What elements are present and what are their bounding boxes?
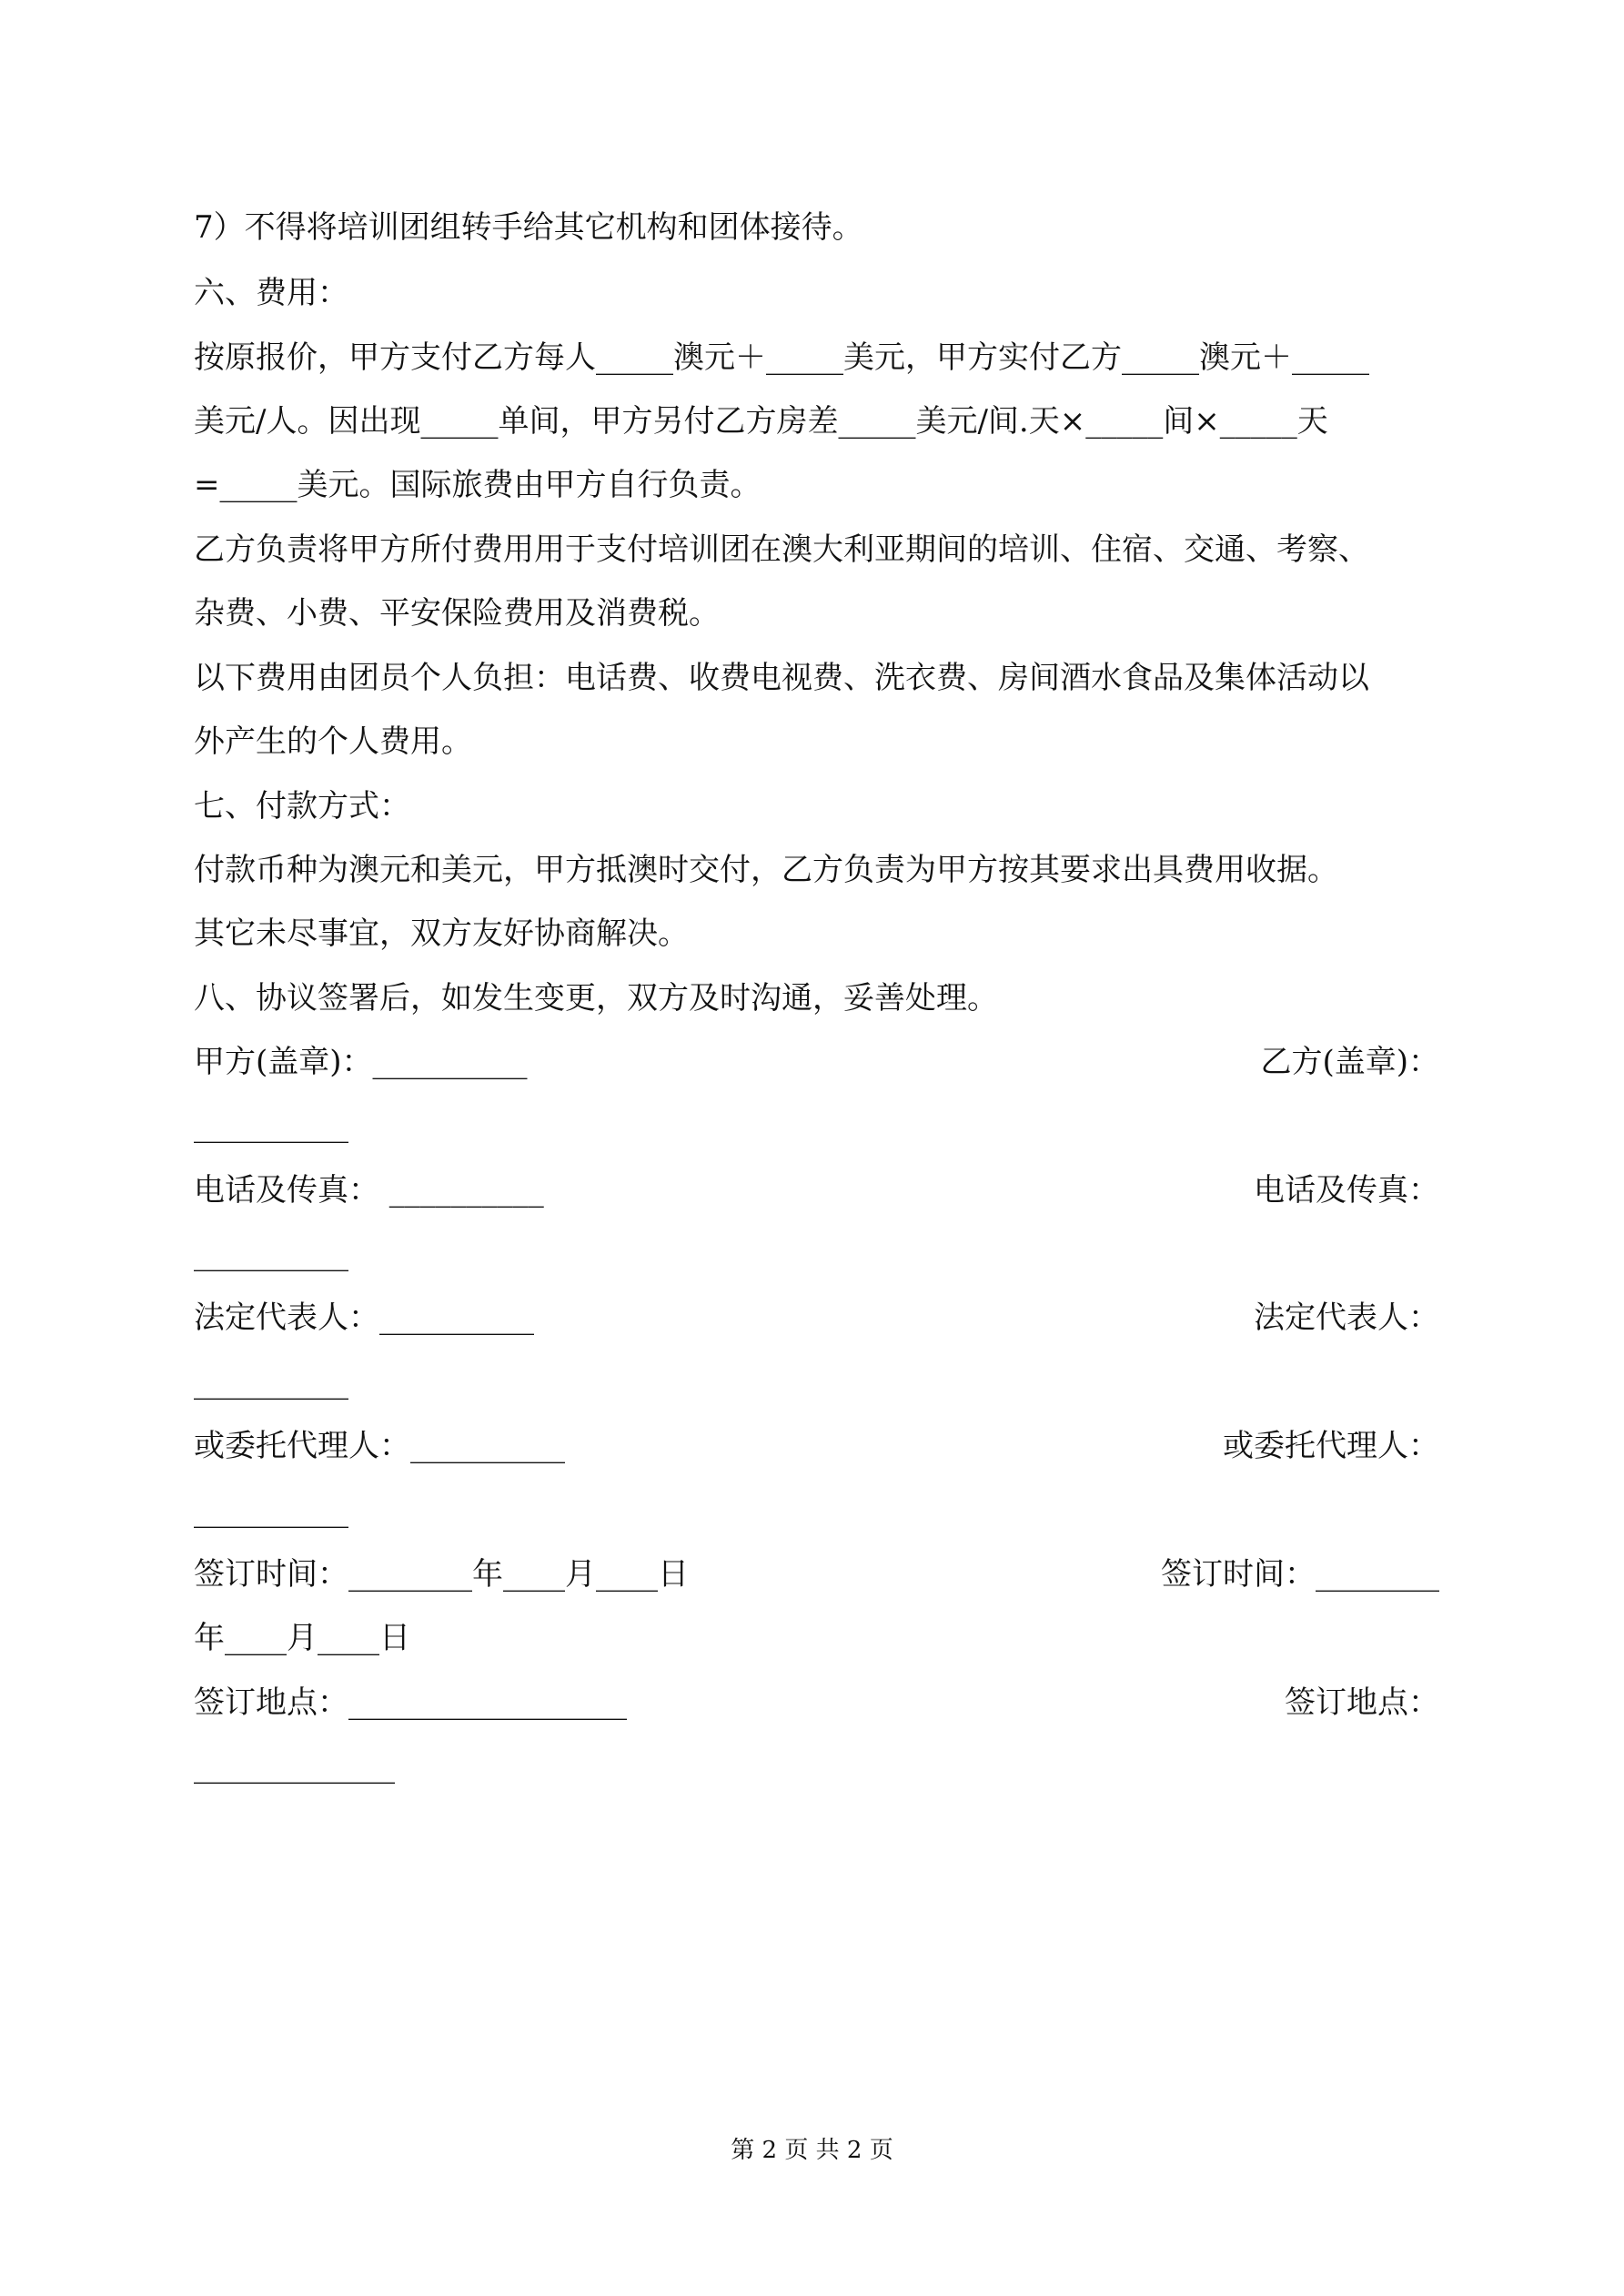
payment-method-text: 付款币种为澳元和美元，甲方抵澳时交付，乙方负责为甲方按其要求出具费用收据。 [194, 852, 1338, 888]
personal-costs-line-2: 外产生的个人费用。 [194, 723, 472, 760]
party-b-seal-blank: __________ [194, 1108, 348, 1144]
party-b-signing-place-blank: _____________ [194, 1748, 395, 1785]
personal-costs-line-1: 以下费用由团员个人负担：电话费、收费电视费、洗衣费、房间酒水食品及集体活动以 [194, 660, 1369, 696]
party-a-signing-place-field: 签订地点：__________________ [194, 1684, 627, 1721]
item-7-text: 7）不得将培训团组转手给其它机构和团体接待。 [194, 209, 863, 246]
party-a-signing-date-field: 签订时间：________年____月____日 [194, 1556, 689, 1593]
party-b-signing-date-label: 签订时间：________ [1161, 1556, 1439, 1593]
section-6-title: 六、费用： [194, 275, 348, 311]
fee-paragraph-line-3: =_____美元。国际旅费由甲方自行负责。 [194, 467, 762, 503]
party-a-phone-field: 电话及传真： __________ [194, 1172, 544, 1209]
party-b-agent-blank: __________ [194, 1492, 348, 1529]
fee-paragraph-line-2: 美元/人。因出现_____单间，甲方另付乙方房差_____美元/间.天×_____间×_____天 [194, 403, 1328, 440]
party-b-phone-blank: __________ [194, 1236, 348, 1272]
party-a-representative-field: 法定代表人：__________ [194, 1300, 534, 1336]
party-b-signing-date-continued: 年____月____日 [194, 1620, 410, 1656]
party-a-agent-field: 或委托代理人：__________ [194, 1428, 565, 1464]
party-b-seal-label: 乙方(盖章)： [1260, 1044, 1439, 1080]
party-b-representative-label: 法定代表人： [1254, 1300, 1439, 1336]
party-a-seal-field: 甲方(盖章)：__________ [194, 1044, 528, 1080]
section-7-title: 七、付款方式： [194, 788, 410, 824]
other-matters-text: 其它未尽事宜，双方友好协商解决。 [194, 915, 689, 952]
party-b-signing-place-label: 签订地点： [1285, 1684, 1439, 1721]
party-b-representative-blank: __________ [194, 1364, 348, 1401]
party-b-responsibility-line-2: 杂费、小费、平安保险费用及消费税。 [194, 595, 720, 632]
fee-paragraph-line-1: 按原报价，甲方支付乙方每人_____澳元＋_____美元，甲方实付乙方_____澳元＋_____ [194, 339, 1369, 376]
section-8-text: 八、协议签署后，如发生变更，双方及时沟通，妥善处理。 [194, 980, 998, 1017]
page-number-footer: 第 2 页 共 2 页 [731, 2137, 893, 2164]
party-b-responsibility-line-1: 乙方负责将甲方所付费用用于支付培训团在澳大利亚期间的培训、住宿、交通、考察、 [194, 531, 1369, 568]
party-b-agent-label: 或委托代理人： [1223, 1428, 1439, 1464]
party-b-phone-label: 电话及传真： [1254, 1172, 1439, 1209]
